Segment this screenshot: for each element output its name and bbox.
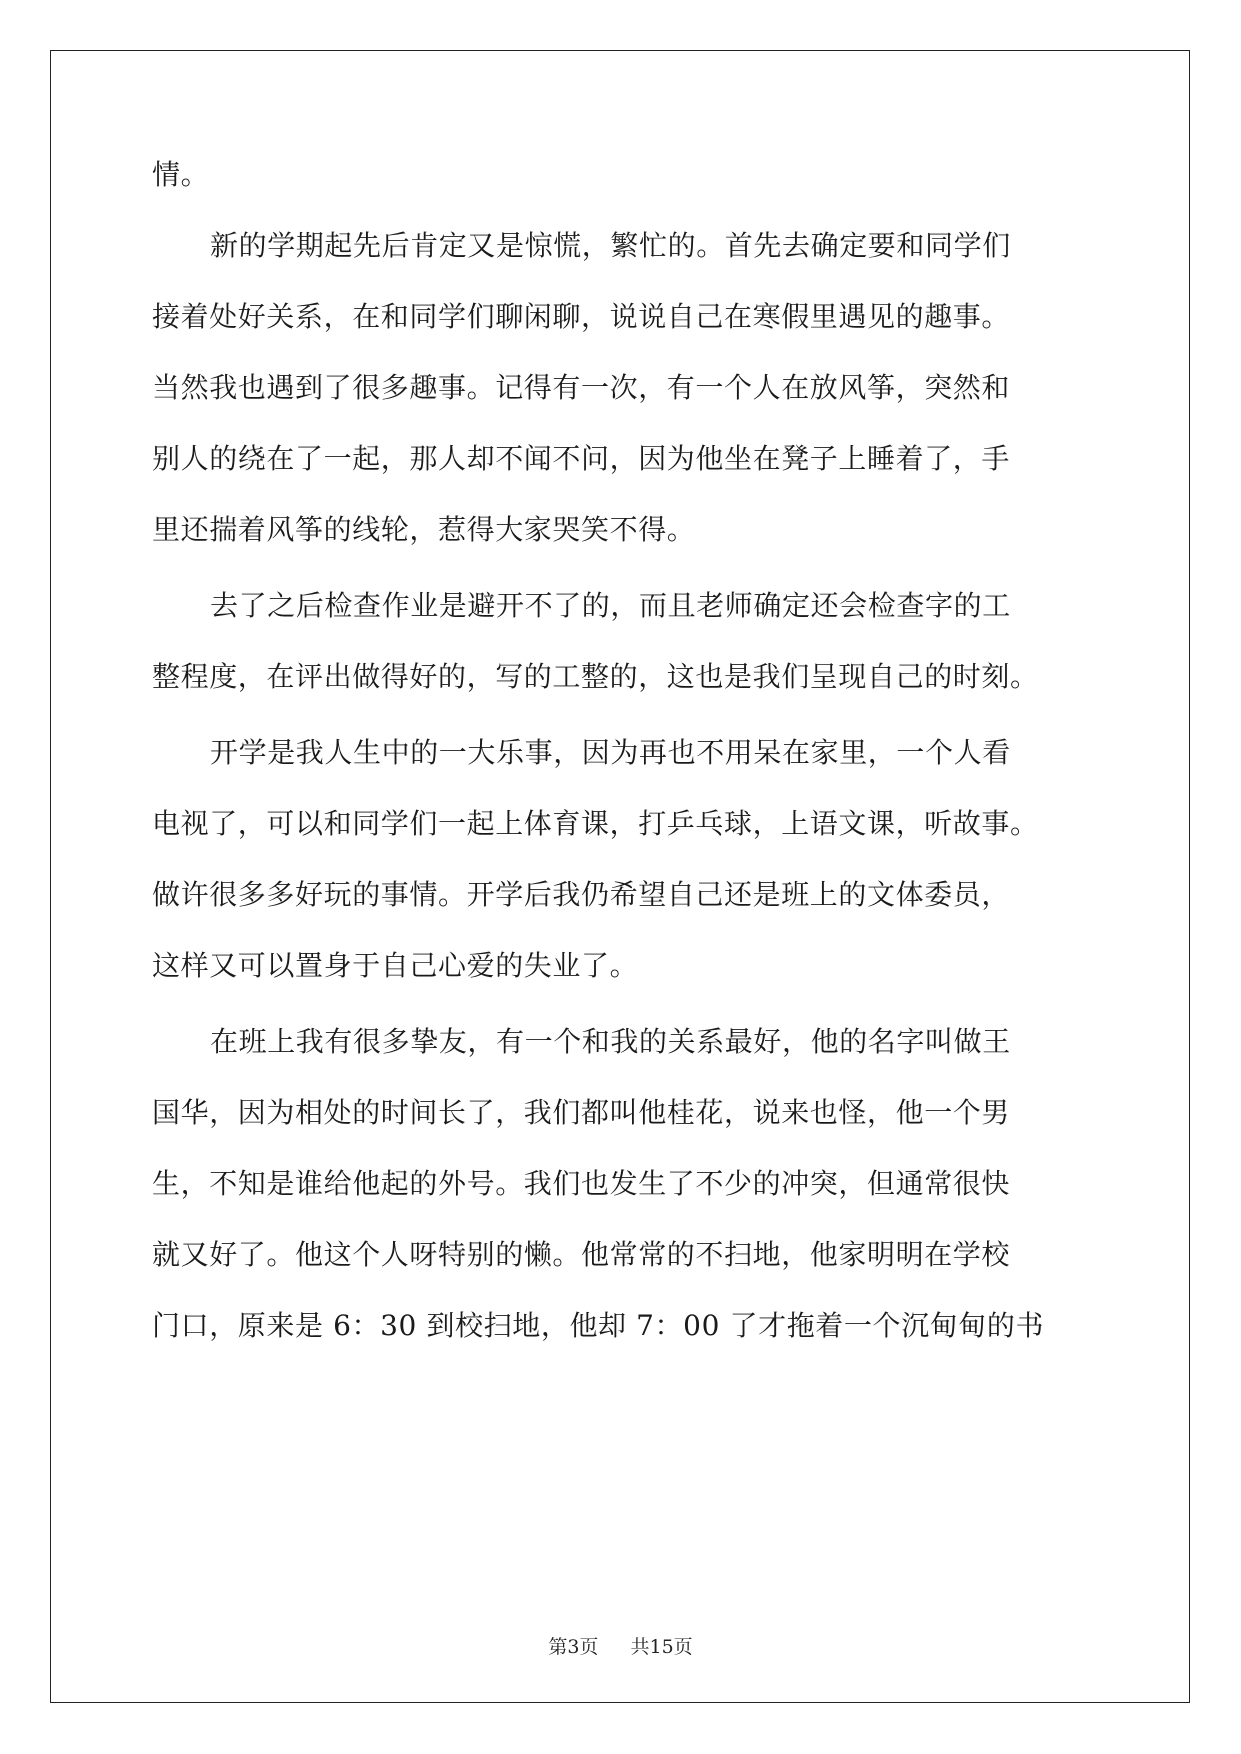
text-line: 别人的绕在了一起，那人却不闻不问，因为他坐在凳子上睡着了，手 [152, 442, 1011, 475]
text-line: 这样又可以置身于自己心爱的失业了。 [152, 949, 639, 982]
text-line: 里还揣着风筝的线轮，惹得大家哭笑不得。 [152, 513, 696, 546]
text-line: 做许很多多好玩的事情。开学后我仍希望自己还是班上的文体委员， [152, 878, 1011, 911]
text-line: 接着处好关系，在和同学们聊闲聊，说说自己在寒假里遇见的趣事。 [152, 300, 1011, 333]
text-line: 生，不知是谁给他起的外号。我们也发生了不少的冲突，但通常很快 [152, 1167, 1011, 1200]
paragraph-first-line: 新的学期起先后肯定又是惊慌，繁忙的。首先去确定要和同学们 [210, 229, 1011, 262]
text-line: 国华，因为相处的时间长了，我们都叫他桂花，说来也怪，他一个男 [152, 1096, 1011, 1129]
paragraph-first-line: 去了之后检查作业是避开不了的，而且老师确定还会检查字的工 [210, 589, 1011, 622]
paragraph-first-line: 开学是我人生中的一大乐事，因为再也不用呆在家里，一个人看 [210, 736, 1011, 769]
page-footer [0, 1635, 1241, 1659]
text-line: 整程度，在评出做得好的，写的工整的，这也是我们呈现自己的时刻。 [152, 660, 1039, 693]
text-line: 当然我也遇到了很多趣事。记得有一次，有一个人在放风筝，突然和 [152, 371, 1011, 404]
page-number: 第3页 [548, 1636, 599, 1658]
text-line: 就又好了。他这个人呀特别的懒。他常常的不扫地，他家明明在学校 [152, 1238, 1011, 1271]
text-line: 电视了，可以和同学们一起上体育课，打乒乓球，上语文课，听故事。 [152, 807, 1039, 840]
paragraph-first-line: 在班上我有很多挚友，有一个和我的关系最好，他的名字叫做王 [210, 1025, 1011, 1058]
text-line: 情。 [152, 158, 210, 191]
total-pages: 共15页 [630, 1636, 693, 1658]
text-line: 门口，原来是 6：30 到校扫地，他却 7：00 了才拖着一个沉甸甸的书 [152, 1309, 1045, 1342]
